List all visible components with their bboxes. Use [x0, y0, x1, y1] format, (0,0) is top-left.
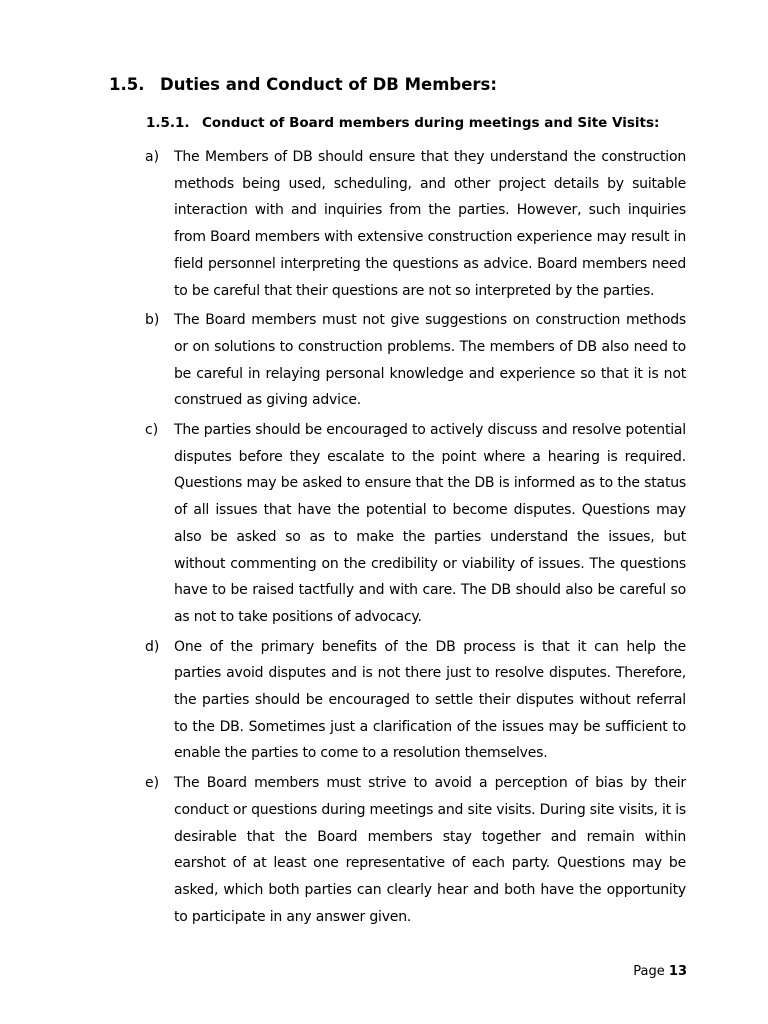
page-label: Page — [633, 964, 665, 979]
section-number: 1.5. — [109, 75, 145, 94]
page-number — [633, 964, 687, 979]
list-item-text: One of the primary benefits of the DB process is that it can help the parties avoid disputes and is not there just to resolve disputes. Therefore, the parties should be encouraged to settle their disputes without referral to the DB. Sometimes just a clarification of the issues may be sufficient to enable the parties to come to a resolution themselves. — [174, 638, 686, 762]
section-heading — [109, 75, 497, 94]
subsection-number: 1.5.1. — [146, 115, 190, 131]
list-marker: e) — [145, 775, 160, 792]
page-number-value: 13 — [668, 964, 687, 979]
list-item — [0, 770, 768, 930]
list-item — [0, 634, 768, 768]
section-title: Duties and Conduct of DB Members: — [160, 75, 497, 94]
list-item — [0, 307, 768, 414]
list-marker: c) — [145, 422, 159, 439]
subsection-heading — [146, 115, 659, 131]
list-item-text: The Board members must not give suggestions on construction methods or on solutions to construction problems. The members of DB also need to be careful in relaying personal knowledge and experience so that it is not construed as giving advice. — [174, 312, 686, 409]
conduct-list — [0, 144, 768, 933]
list-item — [0, 144, 768, 304]
list-item-text: The Members of DB should ensure that they understand the construction methods being used, scheduling, and other project details by suitable interaction with and inquiries from the parties. However, such inquiries from Board members with extensive construction experience may result in field personnel interpreting the questions as advice. Board members need to be careful that their questions are not so interpreted by the parties. — [174, 149, 686, 299]
list-marker: a) — [145, 149, 160, 165]
list-marker: d) — [145, 638, 160, 655]
list-item-text: The Board members must strive to avoid a perception of bias by their conduct or questions during meetings and site visits. During site visits, it is desirable that the Board members stay together and remain within earshot of at least one representative of each party. Questions may be asked, which both parties can clearly hear and both have the opportunity to participate in any answer given. — [174, 775, 686, 925]
list-item-text: The parties should be encouraged to actively discuss and resolve potential disputes before they escalate to the point where a hearing is required. Questions may be asked to ensure that the DB is informed as to the status of all issues that have the potential to become disputes. Questions may also be asked so as to make the parties understand the issues, but without commenting on the credibility or viability of issues. The questions have to be raised tactfully and with care. The DB should also be careful so as not to take positions of advocacy. — [174, 422, 686, 625]
subsection-title: Conduct of Board members during meetings and Site Visits: — [202, 115, 660, 131]
list-item — [0, 417, 768, 631]
list-marker: b) — [145, 312, 160, 329]
